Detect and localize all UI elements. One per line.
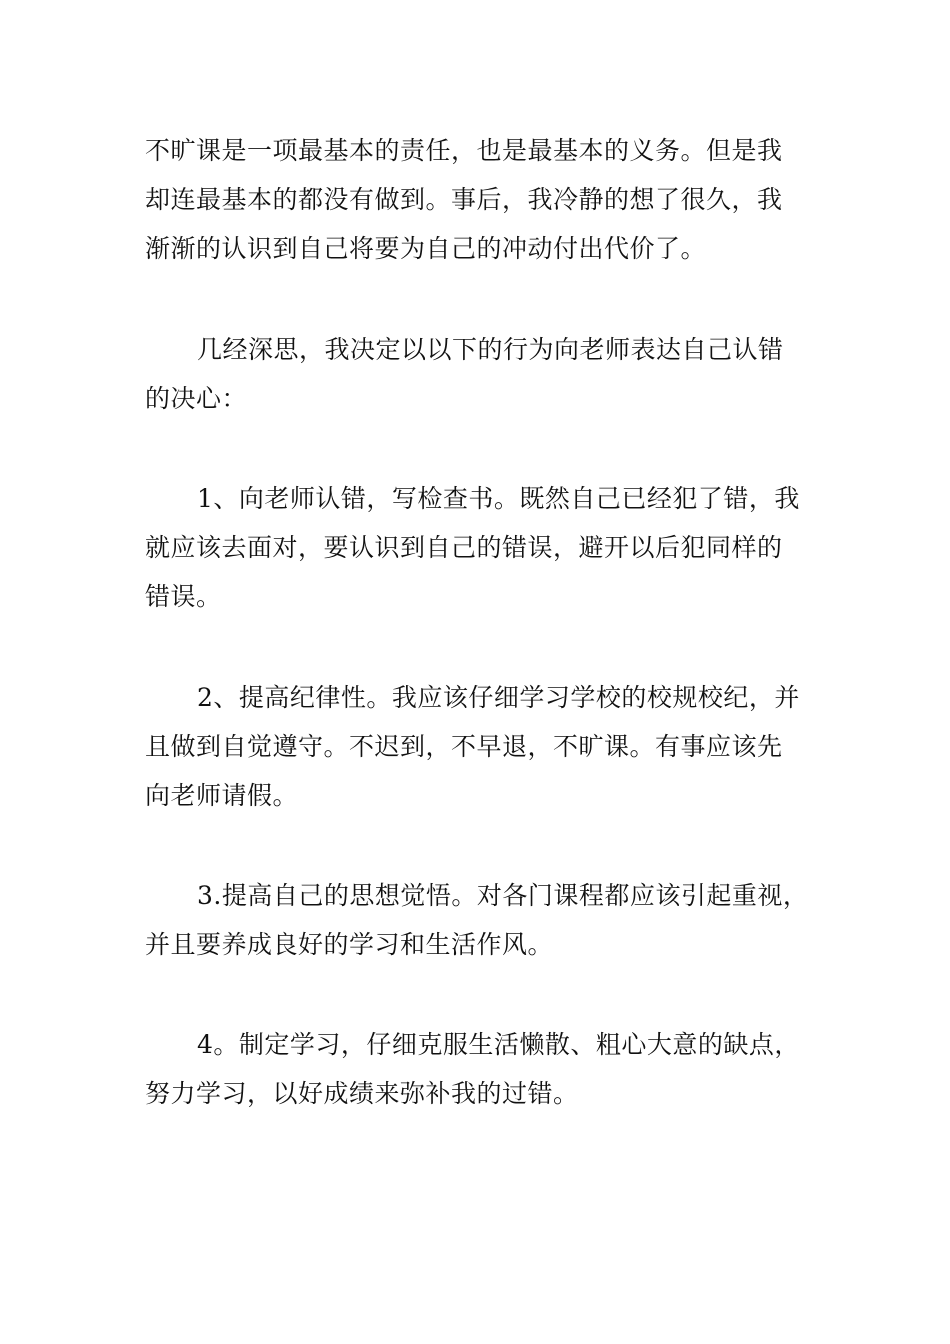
paragraph-line: 4。制定学习，仔细克服生活懒散、粗心大意的缺点， — [197, 1030, 800, 1059]
paragraph-line: 且做到自觉遵守。不迟到，不早退，不旷课。有事应该先 — [145, 732, 783, 761]
paragraph-line: 渐渐的认识到自己将要为自己的冲动付出代价了。 — [145, 234, 707, 263]
paragraph-line: 不旷课是一项最基本的责任，也是最基本的义务。但是我 — [145, 136, 783, 165]
paragraph-line: 2、提高纪律性。我应该仔细学习学校的校规校纪，并 — [197, 683, 800, 712]
paragraph-line: 1、向老师认错，写检查书。既然自己已经犯了错，我 — [197, 484, 800, 513]
paragraph-line: 却连最基本的都没有做到。事后，我冷静的想了很久，我 — [145, 185, 783, 214]
paragraph-line: 努力学习，以好成绩来弥补我的过错。 — [145, 1079, 579, 1108]
paragraph-line: 几经深思，我决定以以下的行为向老师表达自己认错 — [197, 335, 784, 364]
paragraph-line: 并且要养成良好的学习和生活作风。 — [145, 930, 554, 959]
paragraph-line: 错误。 — [145, 582, 222, 611]
paragraph-line: 向老师请假。 — [145, 781, 299, 810]
paragraph-line: 3.提高自己的思想觉悟。对各门课程都应该引起重视， — [197, 881, 809, 910]
paragraph-line: 就应该去面对，要认识到自己的错误，避开以后犯同样的 — [145, 533, 783, 562]
paragraph-line: 的决心： — [145, 384, 248, 413]
